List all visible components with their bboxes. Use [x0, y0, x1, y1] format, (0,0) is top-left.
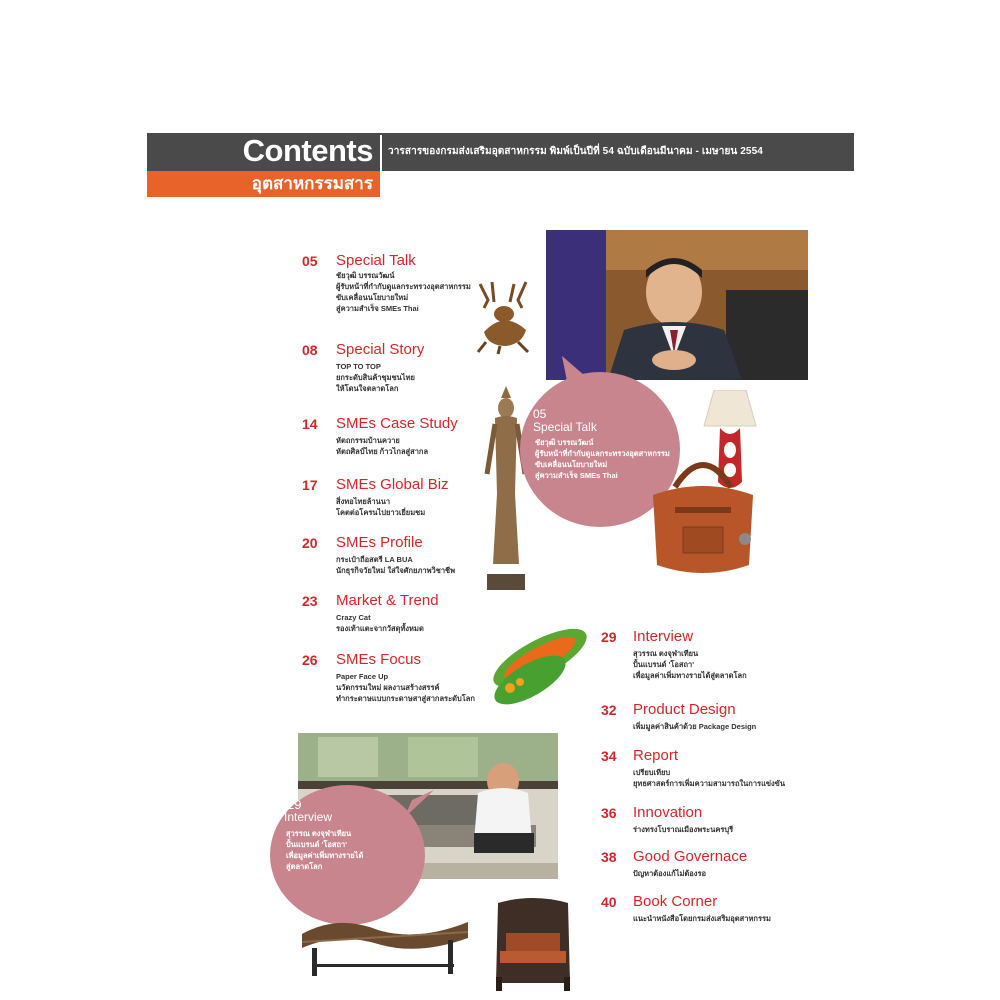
callout-line: ขับเคลื่อนนโยบายใหม่: [535, 460, 608, 469]
toc-page-number: 17: [302, 477, 318, 493]
toc-line: ยกระดับสินค้าชุมชนไทย: [336, 373, 415, 382]
handbag-photo: [645, 447, 760, 582]
callout-text: [286, 828, 363, 872]
toc-line: นักธุรกิจวัยใหม่ ใส่ใจศักยภาพวิชาชีพ: [336, 566, 456, 575]
callout-page-number: 05: [533, 407, 547, 421]
woven-bench-photo: [298, 908, 472, 978]
toc-page-number: 36: [601, 805, 617, 821]
deer-sculpture-photo: [470, 280, 540, 356]
toc-page-number: 14: [302, 416, 318, 432]
toc-page-number: 38: [601, 849, 617, 865]
toc-line: สู่ความสำเร็จ SMEs Thai: [336, 304, 419, 313]
toc-line: ทำกระดาษแบบกระดาษสาสู่สากลระดับโลก: [336, 694, 475, 703]
toc-title: Special Story: [336, 341, 425, 358]
magazine-name: อุตสาหกรรมสาร: [251, 174, 373, 193]
toc-line: ให้โดนใจตลาดโลก: [336, 384, 399, 393]
toc-line: TOP TO TOP: [336, 362, 381, 371]
callout-pointer: [562, 356, 602, 386]
toc-line: เปรียบเทียบ: [633, 768, 671, 777]
toc-page-number: 29: [601, 629, 617, 645]
toc-title: Product Design: [633, 701, 736, 718]
toc-title: Innovation: [633, 804, 703, 821]
callout-line: สู่ความสำเร็จ SMEs Thai: [535, 471, 618, 480]
toc-page-number: 40: [601, 894, 617, 910]
header-divider: [380, 135, 382, 195]
toc-line: ปัญหาต้องแก้ไม่ต้องรอ: [633, 869, 707, 878]
toc-line: นวัตกรรมใหม่ ผลงานสร้างสรรค์: [336, 683, 440, 692]
toc-line: Crazy Cat: [336, 613, 371, 622]
callout-line: เพื่อมูลค่าเพิ่มทางรายได้: [286, 851, 364, 860]
callout-title: Special Talk: [533, 420, 597, 434]
toc-line: โคตต่อโครนไปยาวเยี่ยมชม: [336, 508, 426, 517]
toc-title: SMEs Global Biz: [336, 476, 449, 493]
toc-line: เพิ่มมูลค่าสินค้าด้วย Package Design: [633, 722, 757, 731]
toc-line: ปั้นแบรนด์ 'โอสถา': [633, 660, 695, 669]
callout-line: สู่ตลาดโลก: [286, 862, 323, 871]
toc-line: สิ่งทอไทยล้านนา: [336, 497, 391, 506]
toc-title: Special Talk: [336, 252, 416, 269]
callout-line: ผู้รับหน้าที่กำกับดูแลกระทรวงอุตสาหกรรม: [535, 449, 670, 458]
toc-line: Paper Face Up: [336, 672, 389, 681]
toc-title: Good Governace: [633, 848, 748, 865]
wooden-statue-photo: [481, 384, 531, 590]
toc-title: Report: [633, 747, 679, 764]
toc-line: รองเท้าแตะจากวัสดุทั้งหมด: [336, 624, 424, 633]
callout-pointer: [404, 790, 434, 820]
wicker-chair-photo: [488, 893, 578, 991]
toc-page-number: 20: [302, 535, 318, 551]
toc-title: SMEs Case Study: [336, 415, 458, 432]
callout-title: Interview: [284, 810, 333, 824]
sandals-photo: [484, 618, 594, 710]
toc-line: ขับเคลื่อนนโยบายใหม่: [336, 293, 409, 302]
toc-line: เพื่อมูลค่าเพิ่มทางรายได้สู่ตลาดโลก: [633, 671, 747, 680]
toc-title: Market & Trend: [336, 592, 439, 609]
callout-line: ชัยวุฒิ บรรณวัฒน์: [535, 438, 594, 447]
toc-line: หัตถศิลป์ไทย ก้าวไกลสู่สากล: [336, 447, 429, 456]
toc-line: กระเป๋าถือสตรี LA BUA: [336, 555, 413, 564]
toc-title: Interview: [633, 628, 694, 645]
page-title: Contents: [242, 133, 373, 168]
toc-page-number: 23: [302, 593, 318, 609]
callout-line: สุวรรณ ตงจุฬาเทียน: [286, 829, 352, 838]
toc-page-number: 05: [302, 253, 318, 269]
toc-line: สุวรรณ ตงจุฬาเทียน: [633, 649, 699, 658]
toc-page-number: 08: [302, 342, 318, 358]
toc-title: SMEs Focus: [336, 651, 422, 668]
toc-line: ยุทธศาสตร์การเพิ่มความสามารถในการแข่งขัน: [633, 779, 785, 788]
toc-page-number: 32: [601, 702, 617, 718]
toc-line: ชัยวุฒิ บรรณวัฒน์: [336, 271, 395, 280]
callout-page-number: 29: [287, 797, 302, 812]
toc-title: Book Corner: [633, 893, 718, 910]
toc-line: แนะนำหนังสือโดยกรมส่งเสริมอุตสาหกรรม: [633, 914, 771, 923]
toc-title: SMEs Profile: [336, 534, 423, 551]
header-description: วารสารของกรมส่งเสริมอุตสาหกรรม พิมพ์เป็นปีที่ 54 ฉบับเดือนมีนาคม - เมษายน 2554: [388, 146, 763, 157]
toc-line: หัตถกรรมบ้านควาย: [336, 436, 400, 445]
toc-page-number: 26: [302, 652, 318, 668]
callout-line: ปั้นแบรนด์ 'โอสถา': [286, 840, 348, 849]
toc-line: ร่างทรงโบราณเมืองพระนครบุรี: [633, 825, 734, 834]
toc-line: ผู้รับหน้าที่กำกับดูแลกระทรวงอุตสาหกรรม: [336, 282, 471, 291]
toc-page-number: 34: [601, 748, 617, 764]
